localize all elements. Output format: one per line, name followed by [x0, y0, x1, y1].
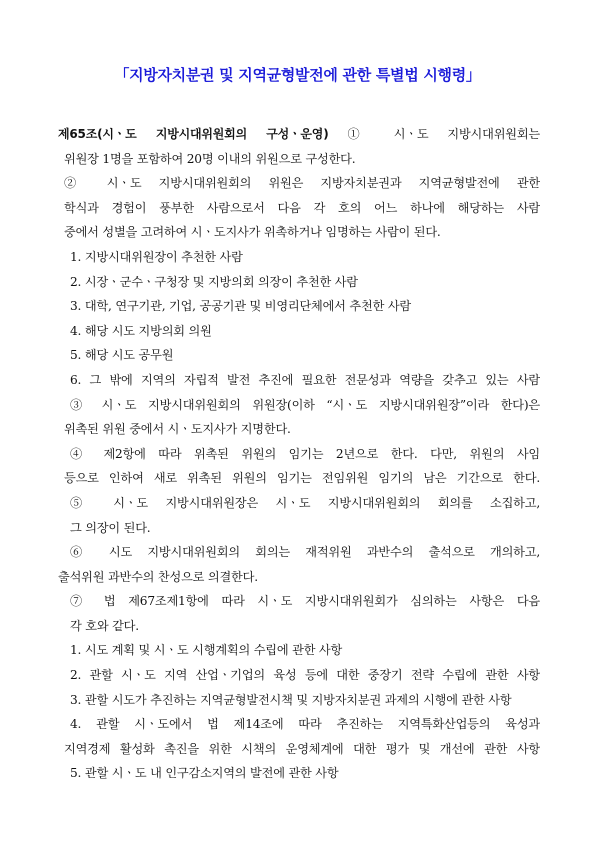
article-heading: 제65조(시ㆍ도 지방시대위원회의 구성ㆍ운영) [58, 127, 329, 141]
list-item: 5. 해당 시도 공무원 [70, 348, 174, 363]
paragraph-text: ④ 제2항에 따라 위촉된 위원의 임기는 2년으로 한다. 다만, 위원의 사임 [70, 446, 540, 461]
document-title: 「지방자치분권 및 지역균형발전에 관한 특별법 시행령」 [114, 66, 481, 84]
list-item: 4. 관할 시ㆍ도에서 법 제14조에 따라 추진하는 지역특화산업등의 육성과 [70, 717, 540, 732]
list-item: 5. 관할 시ㆍ도 내 인구감소지역의 발전에 관한 사항 [70, 766, 339, 781]
paragraph-text: ⑥ 시도 지방시대위원회의 회의는 재적위원 과반수의 출석으로 개의하고, [70, 545, 540, 560]
list-item: 4. 해당 시도 지방의회 의원 [70, 323, 212, 338]
list-item: 6. 그 밖에 지역의 자립적 발전 추진에 필요한 전문성과 역량을 갖추고 있는 사람 [70, 372, 540, 387]
paragraph-text: 학식과 경험이 풍부한 사람으로서 다음 각 호의 어느 하나에 해당하는 사람 [64, 200, 540, 215]
paragraph-text: ② 시ㆍ도 지방시대위원회의 위원은 지방자치분권과 지역균형발전에 관한 [64, 176, 540, 191]
paragraph-text: ⑤ 시ㆍ도 지방시대위원장은 시ㆍ도 지방시대위원회의 회의를 소집하고, [70, 495, 540, 510]
paragraph-text: 그 의장이 된다. [70, 520, 151, 535]
paragraph-text: 등으로 인하여 새로 위촉된 위원의 임기는 전임위원 임기의 남은 기간으로 한다. [64, 471, 540, 486]
list-item: 1. 시도 계획 및 시ㆍ도 시행계획의 수립에 관한 사항 [70, 643, 343, 658]
paragraph-text: ③ 시ㆍ도 지방시대위원회의 위원장(이하 “시ㆍ도 지방시대위원장”이라 한다)은 [70, 397, 540, 412]
paragraph-text: 위원장 1명을 포함하여 20명 이내의 위원으로 구성한다. [64, 151, 356, 166]
list-item: 1. 지방시대위원장이 추천한 사람 [70, 249, 243, 264]
paragraph-text: ① 시ㆍ도 지방시대위원회는 [347, 127, 540, 141]
list-item: 3. 관할 시도가 추진하는 지역균형발전시책 및 지방자치분권 과제의 시행에 관한 사항 [70, 692, 512, 707]
list-item: 지역경제 활성화 촉진을 위한 시책의 운영체계에 대한 평가 및 개선에 관한 사항 [64, 741, 540, 756]
paragraph-text: ⑦ 법 제67조제1항에 따라 시ㆍ도 지방시대위원회가 심의하는 사항은 다음 [70, 594, 540, 609]
list-item: 3. 대학, 연구기관, 기업, 공공기관 및 비영리단체에서 추천한 사람 [70, 299, 411, 314]
list-item: 2. 시장ㆍ군수ㆍ구청장 및 지방의회 의장이 추천한 사람 [70, 274, 358, 289]
document-body [58, 122, 540, 786]
paragraph-text: 출석위원 과반수의 찬성으로 의결한다. [58, 569, 258, 584]
paragraph-text: 각 호와 같다. [70, 618, 139, 633]
list-item: 2. 관할 시ㆍ도 지역 산업ㆍ기업의 육성 등에 대한 중장기 전략 수립에 관한 사항 [70, 668, 540, 683]
article-line-1 [58, 122, 540, 147]
paragraph-text: 중에서 성별을 고려하여 시ㆍ도지사가 위촉하거나 임명하는 사람이 된다. [64, 225, 441, 240]
paragraph-text: 위촉된 위원 중에서 시ㆍ도지사가 지명한다. [64, 422, 291, 437]
